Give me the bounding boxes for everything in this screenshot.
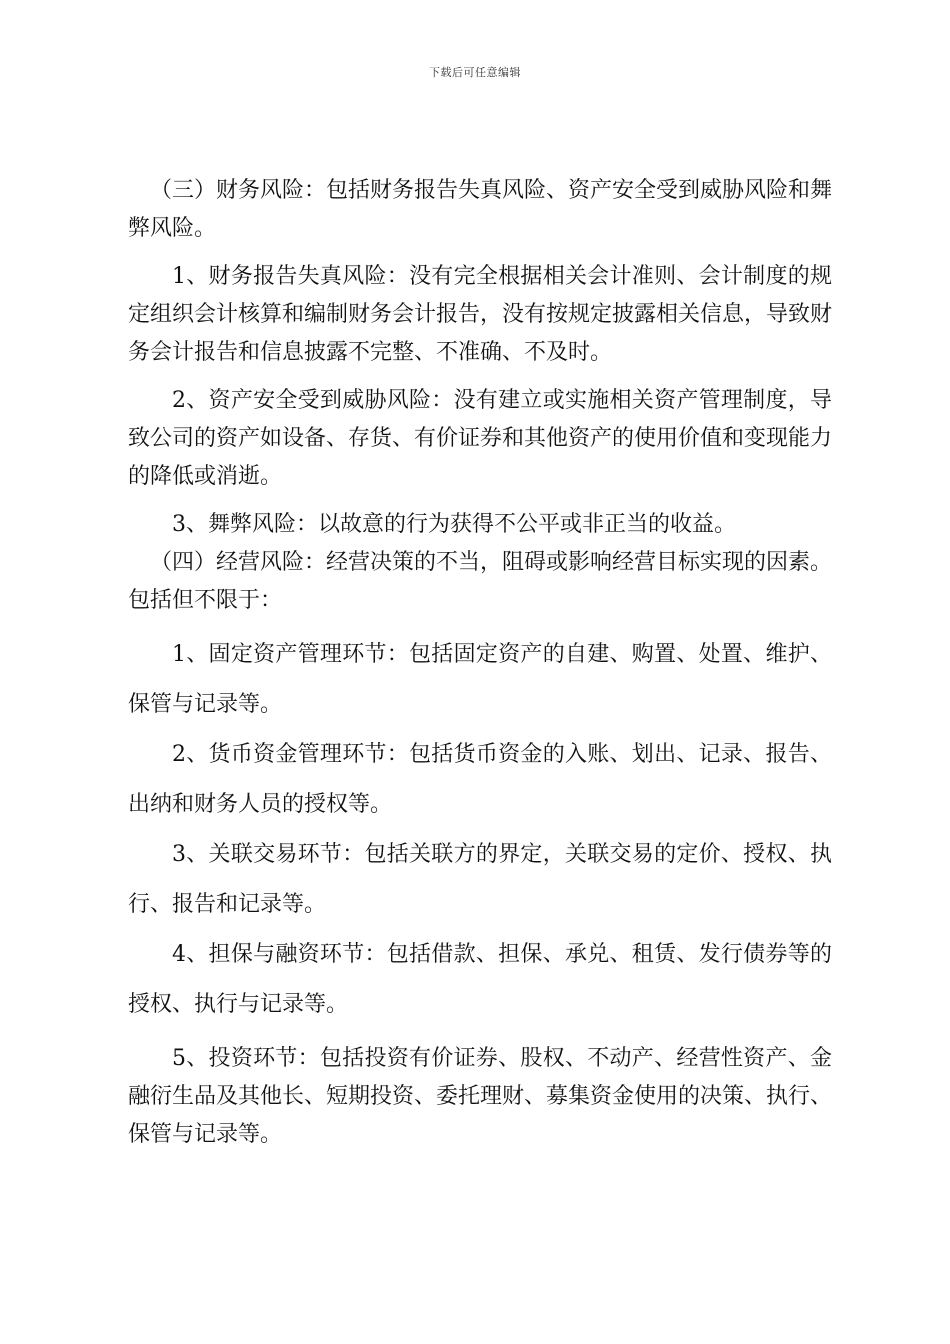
page-header: 下载后可任意编辑 (429, 66, 521, 79)
paragraph-investment: 5、投资环节：包括投资有价证券、股权、不动产、经营性资产、金融衍生品及其他长、短期投资、委托理财、募集资金使用的决策、执行、保管与记录等。 (128, 1046, 833, 1147)
paragraph-financial-risk: （三）财务风险：包括财务报告失真风险、资产安全受到威胁风险和舞弊风险。 (128, 178, 833, 241)
paragraph-monetary-funds: 2、货币资金管理环节：包括货币资金的入账、划出、记录、报告、出纳和财务人员的授权等。 (128, 742, 832, 817)
paragraph-fraud-risk: 3、舞弊风险：以故意的行为获得不公平或非正当的收益。 (172, 512, 736, 537)
paragraph-operating-risk: （四）经营风险：经营决策的不当，阻碍或影响经营目标实现的因素。包括但不限于： (128, 550, 833, 613)
document-body (128, 172, 832, 1154)
paragraph-related-transactions: 3、关联交易环节：包括关联方的界定，关联交易的定价、授权、执行、报告和记录等。 (128, 842, 832, 917)
paragraph-asset-security-risk: 2、资产安全受到威胁风险：没有建立或实施相关资产管理制度，导致公司的资产如设备、存货、有价证券和其他资产的使用价值和变现能力的降低或消逝。 (128, 388, 833, 489)
paragraph-fixed-assets: 1、固定资产管理环节：包括固定资产的自建、购置、处置、维护、保管与记录等。 (128, 642, 832, 717)
paragraph-guarantee-financing: 4、担保与融资环节：包括借款、担保、承兑、租赁、发行债券等的授权、执行与记录等。 (128, 942, 832, 1017)
paragraph-report-distortion-risk: 1、财务报告失真风险：没有完全根据相关会计准则、会计制度的规定组织会计核算和编制财务会计报告，没有按规定披露相关信息，导致财务会计报告和信息披露不完整、不准确、不及时。 (128, 264, 833, 365)
